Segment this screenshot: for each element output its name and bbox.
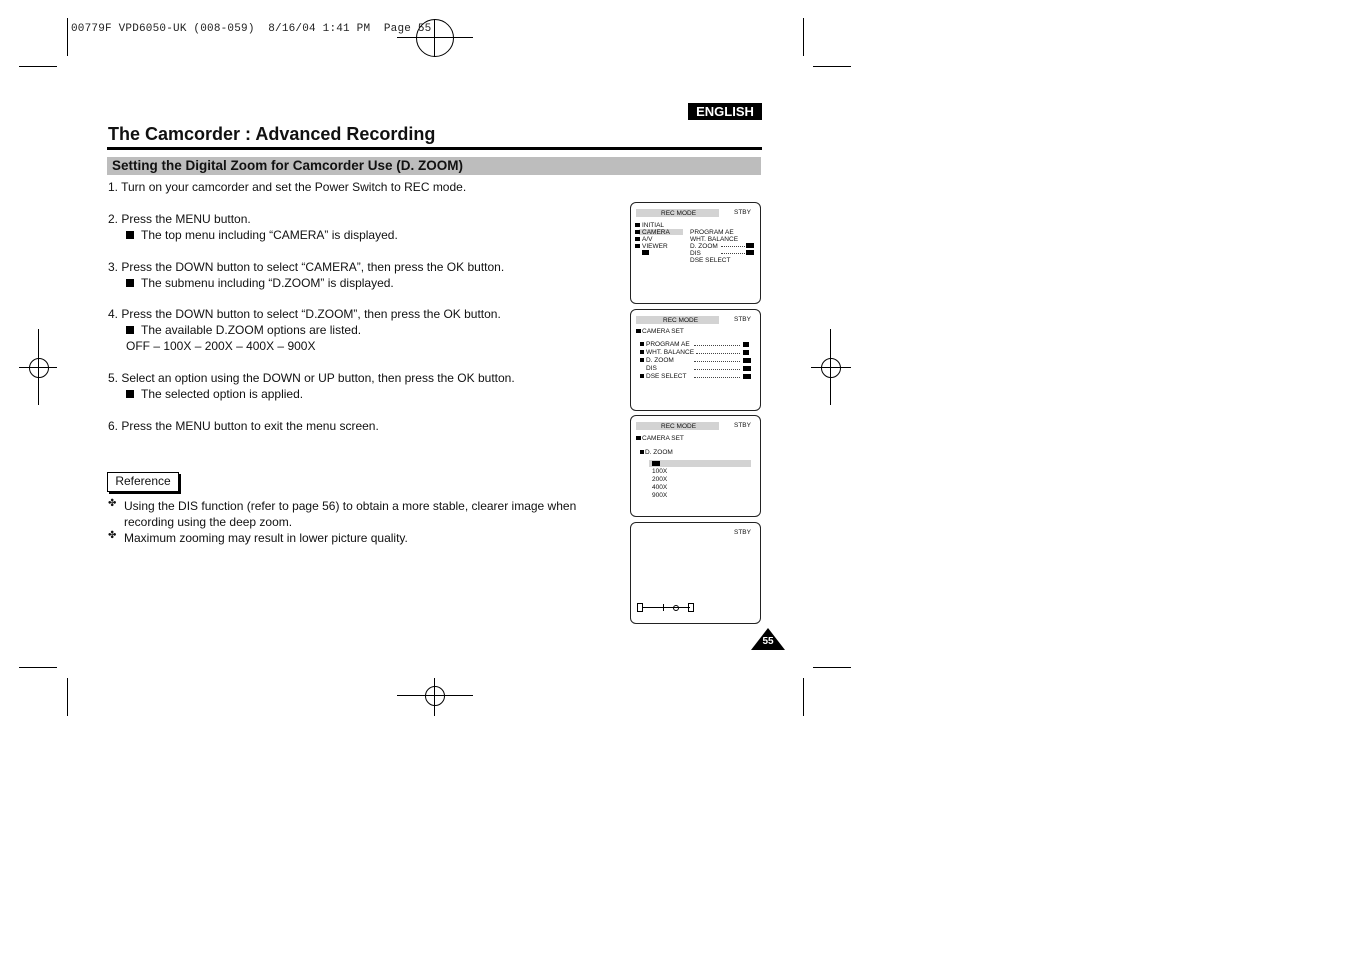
note-bullet-icon: ✤	[108, 498, 117, 509]
option-off-icon	[652, 461, 660, 466]
setting-value-icon	[743, 358, 751, 363]
page-title: The Camcorder : Advanced Recording	[108, 124, 436, 144]
section-title: Setting the Digital Zoom for Camcorder Use (D. ZOOM)	[107, 157, 761, 175]
option-200x: 200X	[652, 476, 668, 483]
registration-mark-right-v	[830, 329, 831, 405]
crop-mark	[67, 678, 68, 716]
setting-value-icon	[743, 350, 749, 355]
menu-item-av: A/V	[642, 236, 653, 243]
item-icon	[640, 374, 644, 378]
status-label: STBY	[734, 209, 751, 216]
step-5-result: The selected option is applied.	[126, 387, 303, 401]
item-dse-select: DSE SELECT	[646, 373, 687, 380]
item-icon	[640, 342, 644, 346]
registration-mark-bottom-h	[397, 695, 473, 696]
bullet-square-icon	[126, 279, 134, 287]
option-900x: 900X	[652, 492, 668, 499]
status-label: STBY	[734, 316, 751, 323]
menu-screen-3	[630, 415, 761, 517]
submenu-wht-balance: WHT. BALANCE	[690, 236, 739, 243]
option-100x: 100X	[652, 468, 668, 475]
title-rule	[107, 147, 762, 150]
registration-mark-bottom-v	[434, 678, 435, 716]
status-label: STBY	[734, 422, 751, 429]
note-1-text: Using the DIS function (refer to page 56) to obtain a more stable, clearer image when recording using the deep zoom.	[124, 499, 577, 529]
note-bullet-icon: ✤	[108, 530, 117, 541]
screen-item: D. ZOOM	[645, 449, 673, 456]
item-d-zoom: D. ZOOM	[646, 357, 674, 364]
crop-mark	[19, 66, 57, 67]
bullet-square-icon	[126, 326, 134, 334]
step-5: 5. Select an option using the DOWN or UP button, then press the OK button.	[108, 371, 515, 385]
dot-leader	[694, 361, 740, 362]
step-3-result: The submenu including “D.ZOOM” is displayed.	[126, 276, 394, 290]
crop-mark	[67, 18, 68, 56]
camera-set-icon	[636, 436, 641, 440]
menu-screen-1	[630, 202, 761, 304]
step-2-result: The top menu including “CAMERA” is displayed.	[126, 228, 398, 242]
screen-heading: CAMERA SET	[642, 328, 684, 335]
registration-mark-top-h	[397, 37, 473, 38]
registration-mark-top	[416, 19, 454, 57]
zoom-bar	[637, 603, 695, 611]
crop-mark	[803, 18, 804, 56]
step-4-result: The available D.ZOOM options are listed.	[126, 323, 361, 337]
menu-screen-2	[630, 309, 761, 411]
menu-icon	[635, 237, 640, 241]
reference-label: Reference	[107, 472, 179, 492]
status-label: STBY	[734, 529, 751, 536]
menu-item-viewer: VIEWER	[642, 243, 668, 250]
dot-leader	[721, 253, 745, 254]
dot-leader	[694, 369, 740, 370]
item-icon	[640, 358, 644, 362]
menu-icon	[635, 230, 640, 234]
setting-value-icon	[743, 374, 751, 379]
note-2-text: Maximum zooming may result in lower picture quality.	[124, 531, 408, 545]
submenu-dis: DIS	[690, 250, 701, 257]
crop-mark	[813, 66, 851, 67]
item-wht-balance: WHT. BALANCE	[646, 349, 695, 356]
step-2: 2. Press the MENU button.	[108, 212, 251, 226]
crop-mark	[803, 678, 804, 716]
d-zoom-icon	[640, 450, 644, 454]
item-program-ae: PROGRAM AE	[646, 341, 690, 348]
option-highlight	[649, 460, 751, 467]
registration-mark-left	[29, 358, 49, 378]
crop-mark	[813, 667, 851, 668]
mode-label: REC MODE	[663, 317, 699, 324]
item-icon	[640, 350, 644, 354]
print-header: 00779F VPD6050-UK (008-059) 8/16/04 1:41 PM Page 55	[71, 23, 432, 35]
setting-value-icon	[746, 243, 754, 248]
setting-value-icon	[743, 366, 751, 371]
item-dis: DIS	[646, 365, 657, 372]
submenu-dse-select: DSE SELECT	[690, 257, 731, 264]
submenu-d-zoom: D. ZOOM	[690, 243, 718, 250]
page-number: 55	[762, 636, 774, 647]
registration-mark-left-v	[38, 329, 39, 405]
menu-icon	[635, 244, 640, 248]
menu-item-camera: CAMERA	[642, 229, 670, 236]
bullet-square-icon	[126, 390, 134, 398]
step-1: 1. Turn on your camcorder and set the Power Switch to REC mode.	[108, 180, 467, 194]
menu-icon	[642, 250, 649, 255]
camera-set-icon	[636, 329, 641, 333]
bullet-square-icon	[126, 231, 134, 239]
option-400x: 400X	[652, 484, 668, 491]
recording-screen	[630, 522, 761, 624]
mode-label: REC MODE	[661, 210, 697, 217]
step-3: 3. Press the DOWN button to select “CAMERA”, then press the OK button.	[108, 260, 505, 274]
registration-mark-top-v	[434, 19, 435, 57]
dot-leader	[694, 345, 740, 346]
registration-mark-right-h	[811, 367, 851, 368]
setting-value-icon	[746, 250, 754, 255]
step-4: 4. Press the DOWN button to select “D.ZOOM”, then press the OK button.	[108, 307, 501, 321]
menu-icon	[635, 223, 640, 227]
submenu-program-ae: PROGRAM AE	[690, 229, 734, 236]
dot-leader	[694, 377, 740, 378]
setting-value-icon	[743, 342, 749, 347]
step-6: 6. Press the MENU button to exit the menu screen.	[108, 419, 379, 433]
step-4-options: OFF – 100X – 200X – 400X – 900X	[126, 339, 316, 353]
screen-heading: CAMERA SET	[642, 435, 684, 442]
crop-mark	[19, 667, 57, 668]
registration-mark-bottom	[425, 686, 445, 706]
dot-leader	[696, 353, 740, 354]
dot-leader	[721, 246, 745, 247]
registration-mark-right	[821, 358, 841, 378]
menu-item-initial: INITIAL	[642, 222, 665, 229]
mode-label: REC MODE	[661, 423, 697, 430]
language-badge: ENGLISH	[688, 103, 762, 120]
